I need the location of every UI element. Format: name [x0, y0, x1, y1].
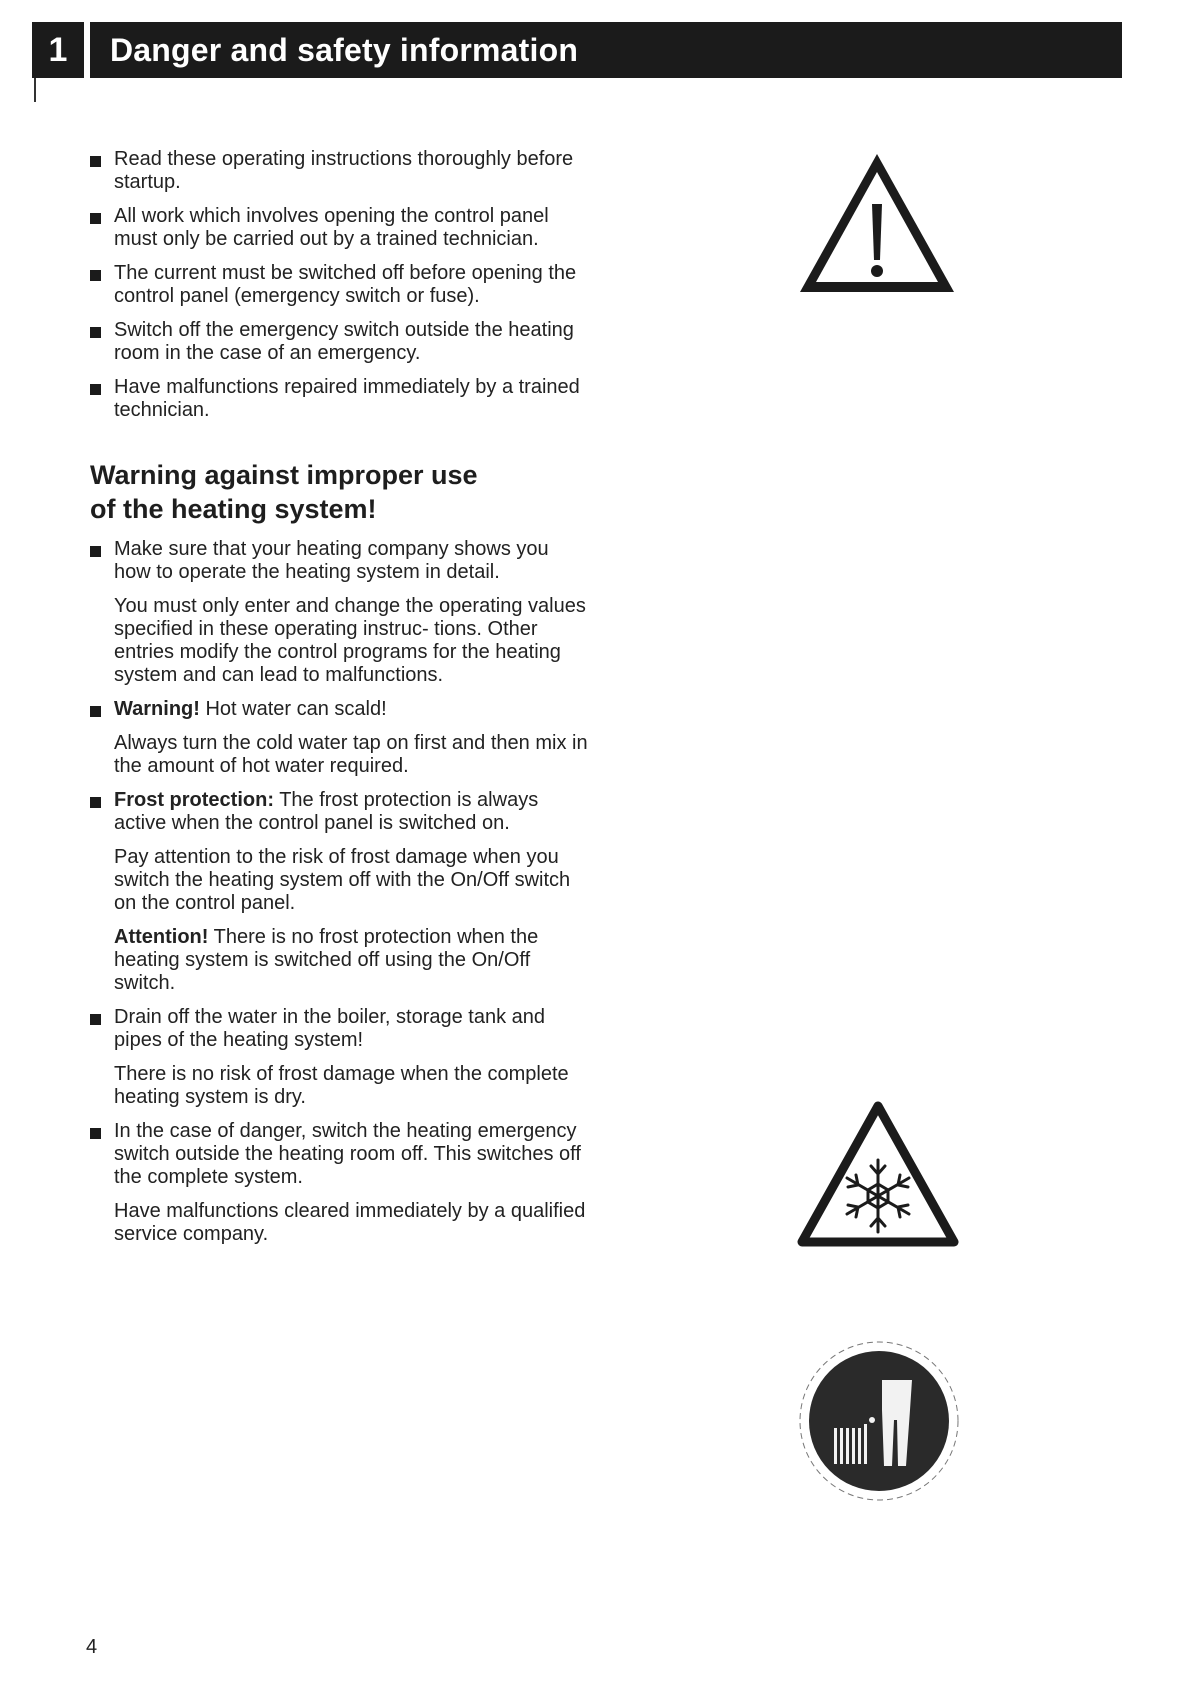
bullet	[90, 270, 101, 281]
item-paragraph: Pay attention to the risk of frost damage when you switch the heating system off with the On/Off switch on the control panel.	[114, 846, 571, 914]
item-paragraph: Have malfunctions cleared immediately by a qualified service company.	[114, 1200, 586, 1245]
bullet	[90, 327, 101, 338]
main-column	[90, 148, 590, 1246]
list-item: Have malfunctions repaired immediately by a trained technician.	[90, 376, 590, 422]
list-item: Drain off the water in the boiler, storage tank and pipes of the heating system! There is no risk of frost damage when the complete heating system is dry.	[90, 1006, 590, 1109]
warning-triangle-icon	[796, 150, 958, 296]
chapter-number: 1	[32, 22, 84, 78]
attention-label: Attention!	[114, 926, 209, 948]
page-number: 4	[86, 1636, 98, 1658]
warning-label: Warning!	[114, 698, 200, 720]
bullet	[90, 797, 101, 808]
safety-list	[90, 148, 590, 422]
list-item: The current must be switched off before opening the control panel (emergency switch or fuse).	[90, 262, 590, 308]
item-paragraph: Always turn the cold water tap on first and then mix in the amount of hot water required.	[114, 732, 588, 777]
section-heading: Warning against improper use of the heating system!	[90, 460, 478, 524]
list-item: Frost protection: The frost protection is always active when the control panel is switched on. Pay attention to the risk of frost damage when you switch the heating system off with the On/Off switch on the control panel. Attention! There is no frost protection when the heating system is switched off using the On/Off switch.	[90, 789, 590, 995]
list-item: Read these operating instructions thoroughly before startup.	[90, 148, 590, 194]
list-item: In the case of danger, switch the heating emergency switch outside the heating room off. This switches off the complete system. Have malfunctions cleared immediately by a qualified service company.	[90, 1120, 590, 1246]
item-paragraph: You must only enter and change the operating values specified in these operating instruc- tions. Other entries modify the control programs for the heating system and can lead to malfunctions.	[114, 595, 586, 686]
bullet	[90, 706, 101, 717]
bullet	[90, 1014, 101, 1025]
frost-warning-icon	[796, 1100, 960, 1248]
bullet	[90, 213, 101, 224]
bullet	[90, 156, 101, 167]
bullet	[90, 546, 101, 557]
bullet	[90, 384, 101, 395]
bullet	[90, 1128, 101, 1139]
margin-mark	[34, 78, 36, 102]
frost-label: Frost protection:	[114, 789, 274, 811]
list-item: All work which involves opening the control panel must only be carried out by a trained technician.	[90, 205, 590, 251]
service-technician-icon	[798, 1340, 960, 1502]
page-header	[0, 0, 1198, 100]
chapter-title: Danger and safety information	[90, 22, 1122, 78]
warning-list	[90, 538, 590, 1246]
attention-note: Attention! There is no frost protection when the heating system is switched off using the On/Off switch.	[114, 926, 539, 994]
list-item: Make sure that your heating company shows you how to operate the heating system in detail. You must only enter and change the operating values specified in these operating instruc- tions. Other entries modify the control programs for the heating system and can lead to malfunctions.	[90, 538, 590, 687]
item-paragraph: There is no risk of frost damage when the complete heating system is dry.	[114, 1063, 569, 1108]
list-item: Warning! Hot water can scald! Always turn the cold water tap on first and then mix in the amount of hot water required.	[90, 698, 590, 778]
list-item: Switch off the emergency switch outside the heating room in the case of an emergency.	[90, 319, 590, 365]
